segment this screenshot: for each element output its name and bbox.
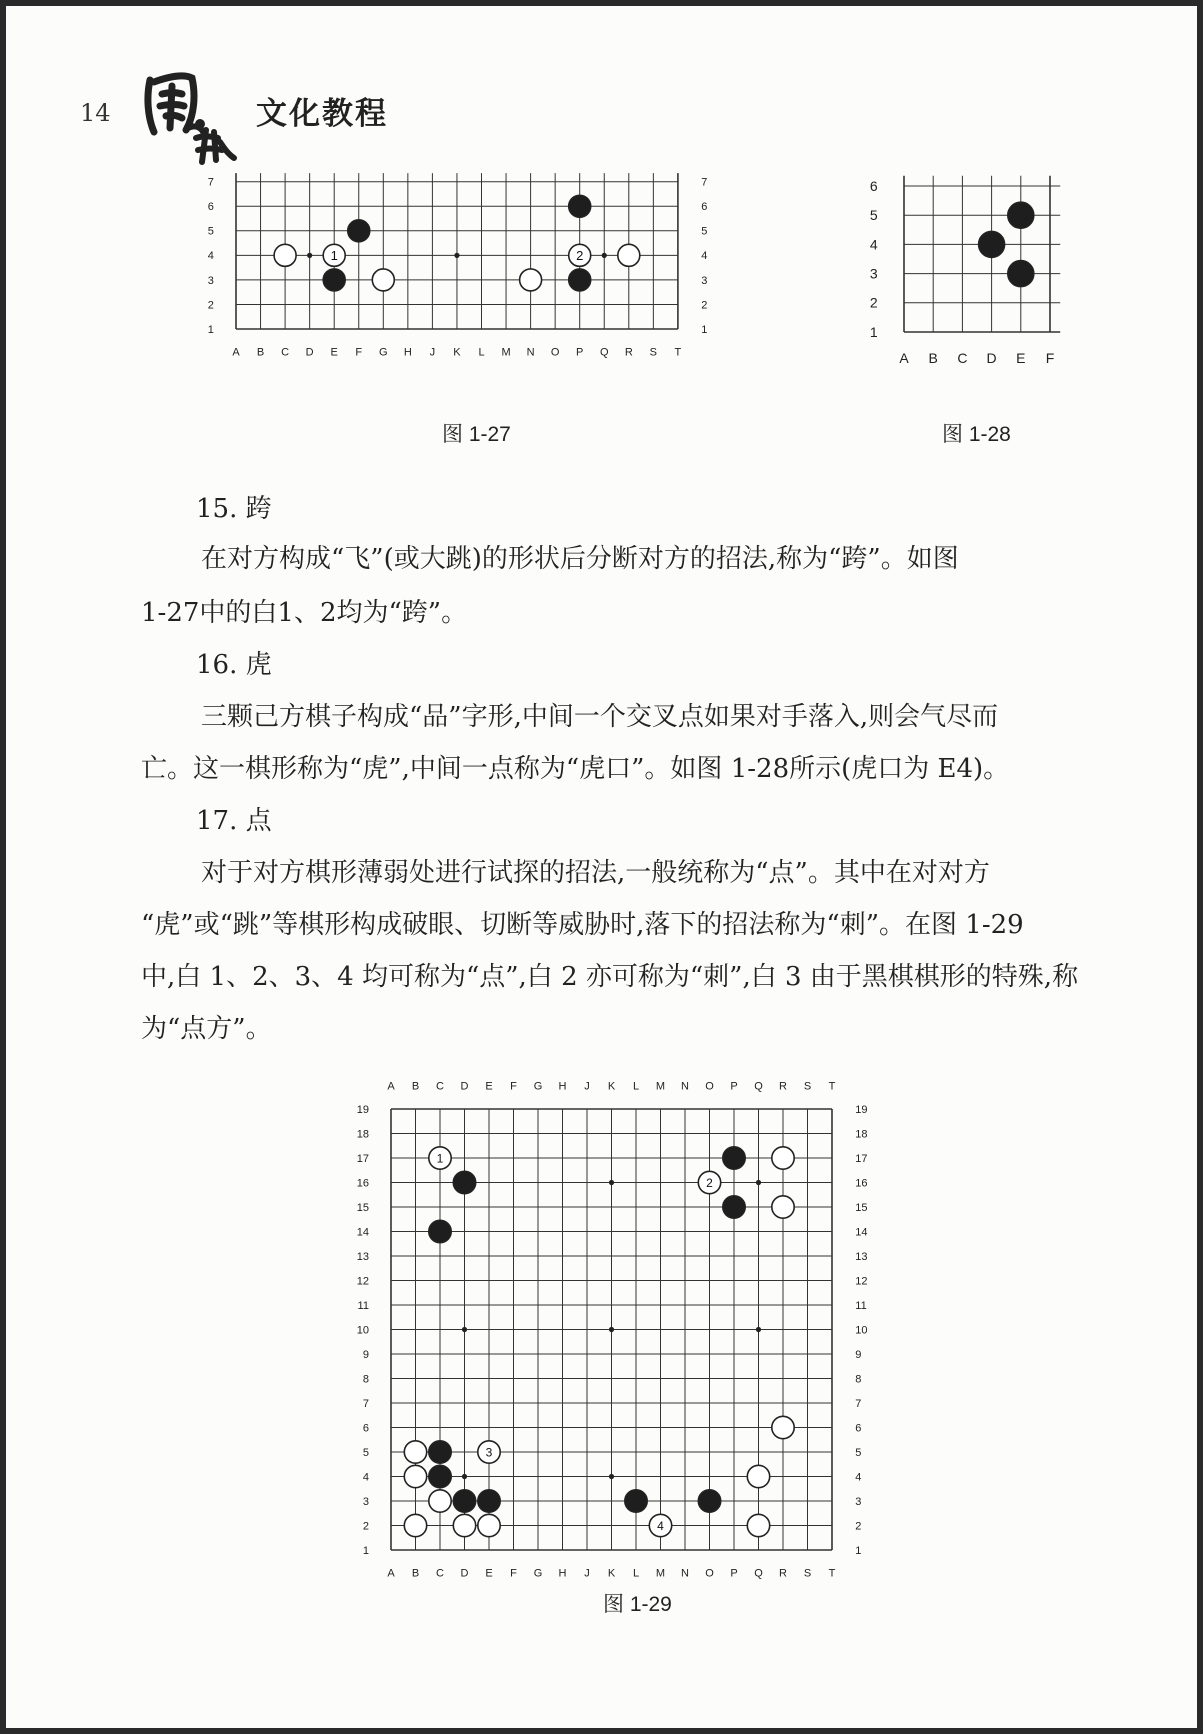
column-label: O bbox=[705, 1080, 714, 1093]
black-stone bbox=[979, 231, 1005, 257]
column-label: O bbox=[705, 1567, 714, 1580]
column-label: G bbox=[533, 1080, 543, 1093]
row-label: 6 bbox=[869, 177, 878, 194]
row-label: 5 bbox=[869, 207, 878, 224]
row-label: 6 bbox=[362, 1422, 369, 1435]
column-label: R bbox=[779, 1567, 787, 1580]
row-label: 17 bbox=[855, 1152, 868, 1165]
page-number: 14 bbox=[80, 99, 111, 127]
black-stone bbox=[723, 1147, 745, 1169]
row-label: 4 bbox=[207, 250, 214, 263]
column-label: Q bbox=[599, 346, 609, 359]
row-label: 3 bbox=[855, 1495, 862, 1508]
paragraph-line: 1-27中的白1、2均为“跨”。 bbox=[141, 598, 468, 628]
column-label: J bbox=[584, 1567, 590, 1580]
row-label: 18 bbox=[855, 1128, 868, 1141]
black-stone bbox=[625, 1490, 647, 1512]
row-label: 7 bbox=[855, 1397, 862, 1410]
column-label: R bbox=[779, 1080, 787, 1093]
column-label: P bbox=[730, 1080, 738, 1093]
column-label: L bbox=[632, 1080, 640, 1093]
stone-move-number: 2 bbox=[706, 1175, 713, 1190]
go-board-figure-1-28 bbox=[862, 177, 1102, 422]
column-label: P bbox=[730, 1567, 738, 1580]
white-stone bbox=[618, 244, 640, 266]
paragraph-line: 亡。这一棋形称为“虎”,中间一点称为“虎口”。如图 1-28所示(虎口为 E4)。 bbox=[141, 754, 1010, 784]
column-label: C bbox=[281, 346, 290, 359]
row-label: 1 bbox=[701, 323, 708, 336]
white-stone bbox=[478, 1514, 500, 1536]
column-label: M bbox=[501, 346, 511, 359]
column-label: G bbox=[533, 1567, 543, 1580]
column-label: F bbox=[355, 346, 363, 359]
row-label: 7 bbox=[207, 176, 214, 189]
column-label: F bbox=[1045, 350, 1055, 367]
column-label: T bbox=[674, 346, 682, 359]
column-label: D bbox=[460, 1567, 469, 1580]
figure-caption-1-27: 图 1-27 bbox=[442, 423, 511, 446]
column-label: E bbox=[485, 1080, 493, 1093]
black-stone bbox=[569, 269, 591, 291]
row-label: 1 bbox=[207, 323, 214, 336]
white-stone bbox=[429, 1490, 451, 1512]
column-label: A bbox=[387, 1567, 395, 1580]
weiqi-calligraphy-logo bbox=[136, 58, 246, 168]
white-stone bbox=[404, 1514, 426, 1536]
column-label: C bbox=[436, 1080, 444, 1093]
column-label: S bbox=[649, 346, 658, 359]
white-stone bbox=[372, 269, 394, 291]
white-stone bbox=[747, 1465, 769, 1487]
row-label: 15 bbox=[356, 1201, 369, 1214]
black-stone bbox=[429, 1465, 451, 1487]
star-point bbox=[462, 1474, 467, 1479]
stone-move-number: 2 bbox=[576, 248, 584, 264]
section-heading-16: 16. 虎 bbox=[196, 650, 272, 680]
white-stone bbox=[404, 1441, 426, 1463]
column-label: E bbox=[485, 1567, 493, 1580]
column-label: Q bbox=[754, 1080, 763, 1093]
white-stone bbox=[274, 244, 296, 266]
column-label: N bbox=[526, 346, 535, 359]
column-label: D bbox=[305, 346, 314, 359]
column-label: D bbox=[460, 1080, 469, 1093]
row-label: 8 bbox=[855, 1373, 862, 1386]
star-point bbox=[756, 1180, 761, 1185]
column-label: S bbox=[803, 1567, 812, 1580]
column-label: R bbox=[624, 346, 633, 359]
black-stone bbox=[429, 1220, 451, 1242]
figure-caption-1-28: 图 1-28 bbox=[942, 423, 1011, 446]
column-label: K bbox=[607, 1080, 616, 1093]
row-label: 18 bbox=[356, 1128, 369, 1141]
column-label: Q bbox=[754, 1567, 763, 1580]
row-label: 3 bbox=[701, 274, 708, 287]
white-stone bbox=[569, 244, 591, 266]
column-label: M bbox=[655, 1080, 666, 1093]
star-point bbox=[609, 1474, 614, 1479]
black-stone bbox=[478, 1490, 500, 1512]
row-label: 4 bbox=[362, 1471, 369, 1484]
column-label: B bbox=[411, 1567, 420, 1580]
column-label: T bbox=[828, 1567, 836, 1580]
row-label: 6 bbox=[207, 201, 214, 214]
white-stone bbox=[323, 244, 345, 266]
star-point bbox=[307, 253, 312, 258]
figure-caption-1-29: 图 1-29 bbox=[603, 1593, 672, 1616]
row-label: 7 bbox=[701, 176, 708, 189]
book-page bbox=[6, 6, 1197, 1728]
column-label: K bbox=[607, 1567, 616, 1580]
row-label: 2 bbox=[701, 299, 708, 312]
star-point bbox=[609, 1180, 614, 1185]
row-label: 4 bbox=[869, 236, 878, 253]
column-label: C bbox=[957, 350, 968, 367]
row-label: 19 bbox=[855, 1103, 868, 1116]
black-stone bbox=[323, 269, 345, 291]
row-label: 3 bbox=[207, 274, 214, 287]
row-label: 2 bbox=[362, 1520, 369, 1533]
white-stone bbox=[520, 269, 542, 291]
row-label: 14 bbox=[356, 1226, 369, 1239]
white-stone bbox=[698, 1171, 720, 1193]
column-label: J bbox=[584, 1080, 590, 1093]
paragraph-line: 三颗己方棋子构成“品”字形,中间一个交叉点如果对手落入,则会气尽而 bbox=[201, 702, 999, 732]
column-label: E bbox=[1016, 350, 1026, 367]
row-label: 7 bbox=[362, 1397, 369, 1410]
star-point bbox=[756, 1327, 761, 1332]
column-label: T bbox=[828, 1080, 836, 1093]
star-point bbox=[609, 1327, 614, 1332]
row-label: 10 bbox=[855, 1324, 868, 1337]
row-label: 15 bbox=[855, 1201, 868, 1214]
row-label: 2 bbox=[855, 1520, 862, 1533]
row-label: 3 bbox=[362, 1495, 369, 1508]
star-point bbox=[454, 253, 459, 258]
row-label: 17 bbox=[356, 1152, 369, 1165]
white-stone bbox=[453, 1514, 475, 1536]
row-label: 13 bbox=[356, 1250, 369, 1263]
column-label: N bbox=[681, 1080, 689, 1093]
white-stone bbox=[478, 1441, 500, 1463]
column-label: D bbox=[986, 350, 997, 367]
column-label: J bbox=[429, 346, 436, 359]
stone-move-number: 1 bbox=[330, 248, 338, 264]
row-label: 2 bbox=[869, 294, 878, 311]
row-label: 10 bbox=[356, 1324, 369, 1337]
stone-move-number: 3 bbox=[485, 1445, 493, 1460]
column-label: B bbox=[256, 346, 265, 359]
column-label: M bbox=[655, 1567, 666, 1580]
column-label: L bbox=[478, 346, 485, 359]
black-stone bbox=[348, 220, 370, 242]
white-stone bbox=[772, 1416, 794, 1438]
column-label: A bbox=[232, 346, 240, 359]
row-label: 14 bbox=[855, 1226, 868, 1239]
row-label: 5 bbox=[701, 225, 708, 238]
stone-move-number: 1 bbox=[436, 1151, 444, 1166]
column-label: N bbox=[681, 1567, 689, 1580]
stone-move-number: 4 bbox=[657, 1518, 664, 1533]
column-label: P bbox=[576, 346, 584, 359]
row-label: 19 bbox=[356, 1103, 369, 1116]
column-label: K bbox=[453, 346, 461, 359]
section-heading-17: 17. 点 bbox=[196, 806, 272, 836]
column-label: H bbox=[558, 1080, 567, 1093]
row-label: 3 bbox=[869, 265, 878, 282]
black-stone bbox=[453, 1490, 475, 1512]
row-label: 11 bbox=[357, 1299, 369, 1312]
go-board-figure-1-29 bbox=[358, 1020, 906, 1590]
black-stone bbox=[698, 1490, 720, 1512]
white-stone bbox=[649, 1514, 671, 1536]
column-label: H bbox=[558, 1567, 567, 1580]
white-stone bbox=[747, 1514, 769, 1536]
column-label: B bbox=[928, 350, 938, 367]
paragraph-line: 中,白 1、2、3、4 均可称为“点”,白 2 亦可称为“刺”,白 3 由于黑棋棋形的特殊,称 bbox=[141, 962, 1079, 992]
row-label: 16 bbox=[356, 1177, 369, 1190]
section-heading-15: 15. 跨 bbox=[196, 494, 272, 524]
column-label: H bbox=[403, 346, 412, 359]
go-board-figure-1-27 bbox=[202, 176, 742, 422]
column-label: G bbox=[379, 346, 388, 359]
column-label: O bbox=[550, 346, 560, 359]
row-label: 9 bbox=[855, 1348, 862, 1361]
row-label: 1 bbox=[855, 1544, 862, 1557]
row-label: 12 bbox=[855, 1275, 868, 1288]
row-label: 16 bbox=[855, 1177, 868, 1190]
black-stone bbox=[453, 1171, 475, 1193]
column-label: C bbox=[436, 1567, 444, 1580]
black-stone bbox=[429, 1441, 451, 1463]
column-label: E bbox=[330, 346, 338, 359]
column-label: A bbox=[899, 350, 909, 367]
paragraph-line: 为“点方”。 bbox=[141, 1014, 272, 1044]
column-label: A bbox=[387, 1080, 395, 1093]
white-stone bbox=[429, 1147, 451, 1169]
black-stone bbox=[1008, 261, 1034, 287]
paragraph-line: “虎”或“跳”等棋形构成破眼、切断等威胁时,落下的招法称为“刺”。在图 1-29 bbox=[141, 910, 1024, 940]
black-stone bbox=[569, 195, 591, 217]
row-label: 6 bbox=[855, 1422, 862, 1435]
column-label: F bbox=[510, 1080, 517, 1093]
row-label: 9 bbox=[362, 1348, 369, 1361]
black-stone bbox=[723, 1196, 745, 1218]
row-label: 5 bbox=[362, 1446, 369, 1459]
row-label: 5 bbox=[855, 1446, 862, 1459]
white-stone bbox=[404, 1465, 426, 1487]
paragraph-line: 在对方构成“飞”(或大跳)的形状后分断对方的招法,称为“跨”。如图 bbox=[201, 544, 959, 574]
row-label: 1 bbox=[362, 1544, 369, 1557]
row-label: 11 bbox=[855, 1299, 867, 1312]
row-label: 12 bbox=[356, 1275, 369, 1288]
white-stone bbox=[772, 1147, 794, 1169]
star-point bbox=[462, 1327, 467, 1332]
row-label: 1 bbox=[869, 323, 878, 340]
row-label: 2 bbox=[207, 299, 214, 312]
column-label: B bbox=[411, 1080, 420, 1093]
row-label: 5 bbox=[207, 225, 214, 238]
paragraph-line: 对于对方棋形薄弱处进行试探的招法,一般统称为“点”。其中在对对方 bbox=[201, 858, 990, 888]
row-label: 4 bbox=[855, 1471, 862, 1484]
row-label: 4 bbox=[701, 250, 708, 263]
white-stone bbox=[772, 1196, 794, 1218]
row-label: 13 bbox=[855, 1250, 868, 1263]
star-point bbox=[602, 253, 607, 258]
book-title: 文化教程 bbox=[256, 96, 388, 132]
row-label: 6 bbox=[701, 201, 708, 214]
black-stone bbox=[1008, 202, 1034, 228]
column-label: L bbox=[632, 1567, 640, 1580]
row-label: 8 bbox=[362, 1373, 369, 1386]
column-label: S bbox=[803, 1080, 812, 1093]
column-label: F bbox=[510, 1567, 517, 1580]
weiqi-calligraphy-icon bbox=[136, 58, 246, 168]
